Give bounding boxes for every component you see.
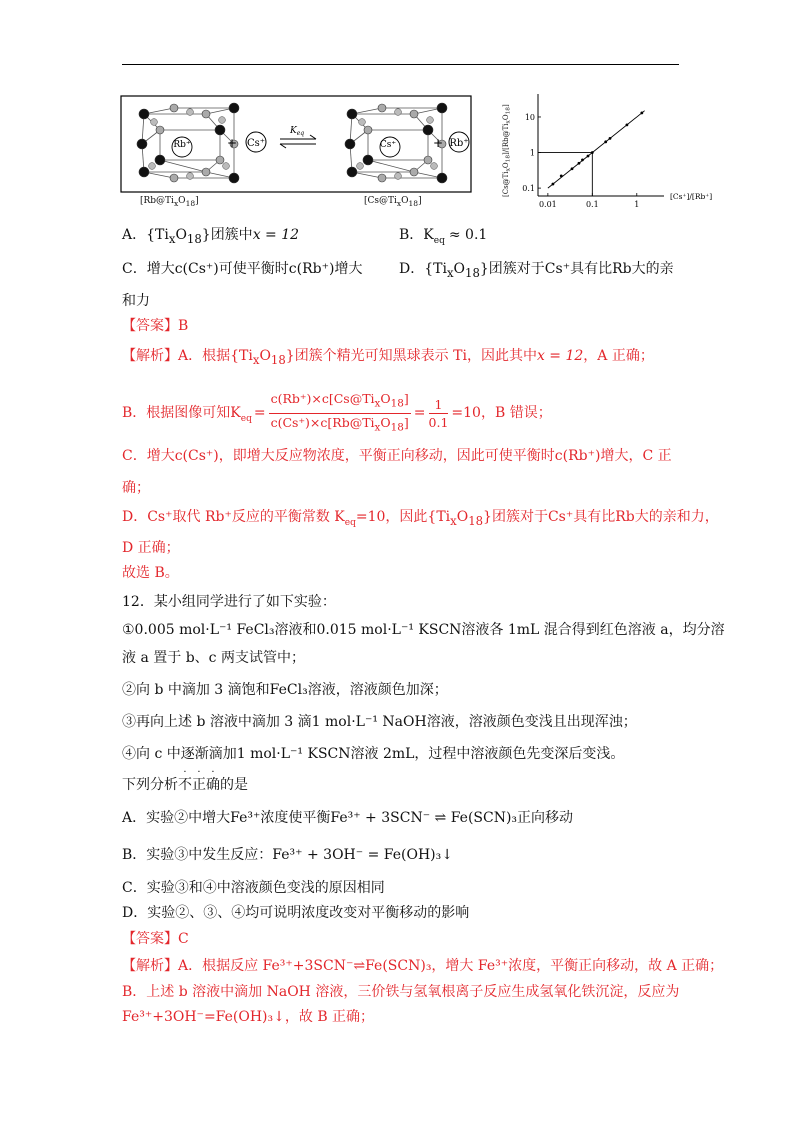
y-tick-label: 1 <box>529 148 535 158</box>
option-d-cont: 和力 <box>122 293 150 309</box>
header-rule <box>122 64 679 65</box>
x-axis-label: [Cs⁺]/[Rb⁺] <box>670 192 713 201</box>
right-cluster-caption: $[Cs@Ti_xO_{18}]$ <box>364 196 422 208</box>
option-b: B．$K_{eq} \approx 0.1$ <box>399 227 488 246</box>
q12-step1-cont: 液 a 置于 b、c 两支试管中； <box>122 650 305 666</box>
plus-sign: + <box>226 136 238 150</box>
analysis-1-d: D．Cs⁺取代 Rb⁺反应的平衡常数 $K_{eq}=10$，因此$\{Ti_xO_{18}\}$团簇对于Cs⁺具有比Rb大的亲和力， <box>122 509 719 528</box>
q12-step3: ③再向上述 b 溶液中滴加 3 滴1 mol·L⁻¹ NaOH溶液，溶液颜色变浅且出现浑浊； <box>122 714 637 730</box>
left-cluster-caption: $[Rb@Ti_xO_{18}]$ <box>140 196 199 208</box>
q12-option-a: A．实验②中增大Fe³⁺浓度使平衡Fe³⁺ + 3SCN⁻ ⇌ Fe(SCN)₃正向移动 <box>122 810 574 826</box>
y-axis-label-box <box>502 92 516 212</box>
y-tick-label: 10 <box>524 112 535 122</box>
q12-step2: ②向 b 中滴加 3 滴饱和FeCl₃溶液，溶液颜色加深； <box>122 682 448 698</box>
data-point <box>609 137 612 140</box>
equilibrium-chart <box>500 92 713 220</box>
q12-option-b: B．实验③中发生反应：Fe³⁺ + 3OH⁻ = Fe(OH)₃↓ <box>122 847 453 863</box>
analysis-2-a: 【解析】A．根据反应 Fe³⁺+3SCN⁻⇌Fe(SCN)₃，增大 Fe³⁺浓度，平衡正向移动，故 A 正确； <box>122 958 724 974</box>
analysis-1-c-cont: 确； <box>122 480 150 496</box>
x-tick-label: 0.1 <box>585 200 599 209</box>
cluster-reaction-figure <box>120 96 472 220</box>
q12-option-c: C．实验③和④中溶液颜色变浅的原因相同 <box>122 880 385 896</box>
keq-label: $K_{eq}$ <box>290 126 305 137</box>
data-point <box>571 167 574 170</box>
option-a: A．$\{Ti_xO_{18}\}$团簇中x = 12 <box>122 227 300 246</box>
q12-step4: ④向 c 中逐渐滴加1 mol·L⁻¹ KSCN溶液 2mL，过程中溶液颜色先变深后变浅。 <box>122 746 625 762</box>
ti-cluster-formula: $\{Ti_xO_{18}\}$ <box>146 227 211 246</box>
q12-question: 下列分析 · 不 · 正 · 确的是 <box>122 767 248 793</box>
q12-title: 12．某小组同学进行了如下实验： <box>122 594 336 610</box>
cs-in-label: Cs⁺ <box>379 140 397 150</box>
rb-ion-label: Rb⁺ <box>449 138 469 149</box>
data-point <box>604 140 607 143</box>
x-tick-label: 1 <box>634 200 640 209</box>
data-point <box>587 155 590 158</box>
data-point <box>552 183 555 186</box>
analysis-2-c: Fe³⁺+3OH⁻=Fe(OH)₃↓，故 B 正确； <box>122 1009 375 1025</box>
y-axis-label: $[Cs@Ti_xO_{18}]/[Rb@Ti_xO_{18}]$ <box>502 104 512 198</box>
analysis-1-d-cont: D 正确； <box>122 540 180 556</box>
one-over-point-one: $\frac{1}{0.1}$ <box>428 396 449 430</box>
analysis-1-b: B．根据图像可知$K_{eq}$ = $\frac{c(Rb^+)\times c[Cs@Ti_xO_{18}]}{c(Cs^+)\times c[Rb@Ti_xO_{18}]}$ = $\frac{1}{0.1}$ =10，B 错误； <box>122 390 552 436</box>
data-point <box>560 175 563 178</box>
analysis-2-b: B．上述 b 溶液中滴加 NaOH 溶液，三价铁与氢氧根离子反应生成氢氧化铁沉淀，反应为 <box>122 984 680 1000</box>
rb-in-label: Rb⁺ <box>173 140 191 150</box>
keq-fraction: $\frac{c(Rb^+)\times c[Cs@Ti_xO_{18}]}{c(Cs^+)\times c[Rb@Ti_xO_{18}]}$ <box>270 391 409 433</box>
option-d: D．$\{Ti_xO_{18}\}$团簇对于Cs⁺具有比Rb大的亲 <box>399 261 674 280</box>
y-tick-label: 0.1 <box>522 184 535 194</box>
data-point <box>581 159 584 162</box>
analysis-1-a: 【解析】A．根据$\{Ti_xO_{18}\}$团簇个精光可知黑球表示 Ti，因此其中x = 12，A 正确； <box>122 348 654 367</box>
cs-ion-label: Cs⁺ <box>246 138 266 149</box>
data-point <box>626 123 629 126</box>
answer-1: 【答案】B <box>122 318 189 334</box>
data-point <box>578 162 581 165</box>
analysis-1-conclusion: 故选 B。 <box>122 565 179 581</box>
q12-step1: ①0.005 mol·L⁻¹ FeCl₃溶液和0.015 mol·L⁻¹ KSCN溶液各 1mL 混合得到红色溶液 a，均分溶 <box>122 622 725 638</box>
answer-2: 【答案】C <box>122 931 189 947</box>
analysis-1-c: C．增大c(Cs⁺)，即增大反应物浓度，平衡正向移动，因此可使平衡时c(Rb⁺)增大，C 正 <box>122 448 672 464</box>
data-point <box>640 112 643 115</box>
data-point <box>591 151 594 154</box>
option-c: C．增大c(Cs⁺)可使平衡时c(Rb⁺)增大 <box>122 261 363 277</box>
plus-sign: + <box>432 136 444 150</box>
equilibrium-arrow <box>280 126 316 148</box>
q12-option-d: D．实验②、③、④均可说明浓度改变对平衡移动的影响 <box>122 905 470 921</box>
x-tick-label: 0.01 <box>538 200 557 209</box>
